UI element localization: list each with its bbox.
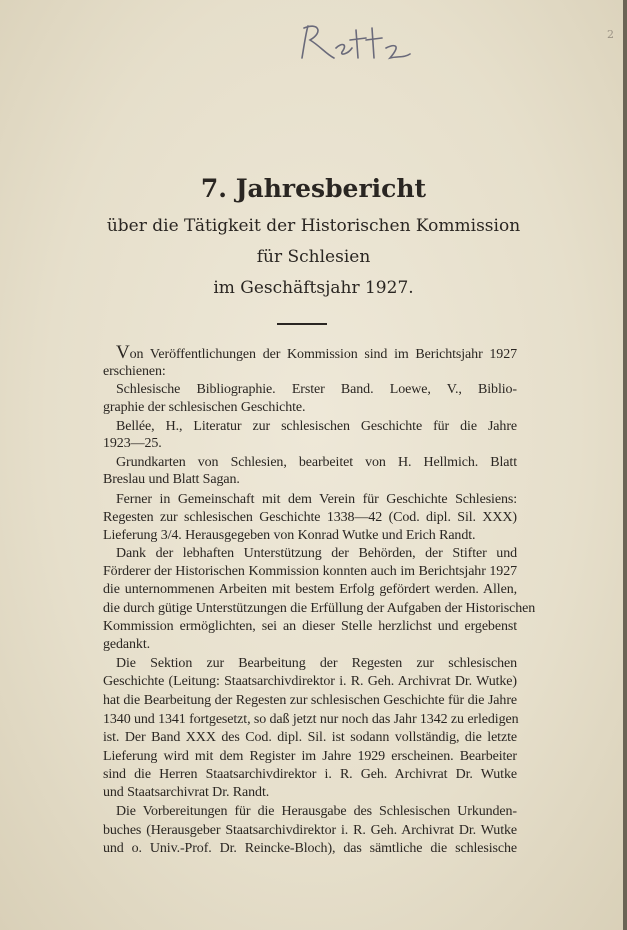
text-line-content: on Veröffentlichungen der Kommission sind im Berichtsjahr 1927 xyxy=(129,347,517,362)
document-title: 7. Jahresbericht xyxy=(200,174,427,203)
text-line: Dank der lebhaften Unterstützung der Behörden, der Stifter und xyxy=(116,546,517,561)
text-line: die unternommenen Arbeiten mit bestem Erfolg gefördert werden. Allen, xyxy=(103,582,517,597)
text-line: Die Vorbereitungen für die Herausgabe des Schlesischen Urkunden- xyxy=(116,804,517,819)
text-line: und Staatsarchivrat Dr. Randt. xyxy=(103,785,270,800)
text-line: Förderer der Historischen Kommission konnten auch im Berichtsjahr 1927 xyxy=(103,564,517,579)
title-divider xyxy=(277,323,327,325)
subtitle-line: über die Tätigkeit der Historischen Kommission xyxy=(106,216,521,236)
text-line: Schlesische Bibliographie. Erster Band. Loewe, V., Biblio- xyxy=(116,382,517,397)
text-line: Geschichte (Leitung: Staatsarchivdirektor i. R. Geh. Archivrat Dr. Wutke) xyxy=(103,674,517,689)
text-line: Breslau und Blatt Sagan. xyxy=(103,472,240,487)
page-number: 2 xyxy=(607,28,614,41)
subtitle-line: für Schlesien xyxy=(256,247,371,267)
text-line xyxy=(116,342,517,363)
text-line: Die Sektion zur Bearbeitung der Regesten zur schlesischen xyxy=(116,656,517,671)
page-edge xyxy=(623,0,627,930)
text-line: Ferner in Gemeinschaft mit dem Verein für Geschichte Schlesiens: xyxy=(116,492,517,507)
subtitle-line: im Geschäftsjahr 1927. xyxy=(213,278,414,298)
text-line: Grundkarten von Schlesien, bearbeitet von H. Hellmich. Blatt xyxy=(116,455,517,470)
text-line: gedankt. xyxy=(103,637,151,652)
text-line: Lieferung wird mit dem Register im Jahre 1929 erscheinen. Bearbeiter xyxy=(103,749,517,764)
text-line: und o. Univ.-Prof. Dr. Reincke-Bloch), das sämtliche die schlesische xyxy=(103,841,517,856)
text-line: Lieferung 3/4. Herausgegeben von Konrad Wutke und Erich Randt. xyxy=(103,528,476,543)
handwritten-signature xyxy=(290,18,420,68)
text-line: die durch gütige Unterstützungen die Erfüllung der Aufgaben der Historischen xyxy=(103,601,536,616)
text-line: Bellée, H., Literatur zur schlesischen Geschichte für die Jahre xyxy=(116,419,517,434)
text-line: erschienen: xyxy=(103,364,166,379)
text-line: Kommission ermöglichten, sei an dieser Stelle herzlichst und ergebenst xyxy=(103,619,517,634)
text-line: hat die Bearbeitung der Regesten zur schlesischen Geschichte für die Jahre xyxy=(103,693,517,708)
text-line: 1923—25. xyxy=(103,436,162,451)
text-line: Regesten zur schlesischen Geschichte 1338—42 (Cod. dipl. Sil. XXX) xyxy=(103,510,517,525)
text-line: ist. Der Band XXX des Cod. dipl. Sil. ist sodann vollständig, die letzte xyxy=(103,730,517,745)
text-line: sind die Herren Staatsarchivdirektor i. R. Geh. Archivrat Dr. Wutke xyxy=(103,767,517,782)
text-line: 1340 und 1341 fortgesetzt, so daß jetzt nur noch das Jahr 1342 zu erledigen xyxy=(103,712,519,727)
initial-letter: V xyxy=(116,342,130,363)
text-line: graphie der schlesischen Geschichte. xyxy=(103,400,306,415)
text-line: buches (Herausgeber Staatsarchivdirektor i. R. Geh. Archivrat Dr. Wutke xyxy=(103,823,517,838)
